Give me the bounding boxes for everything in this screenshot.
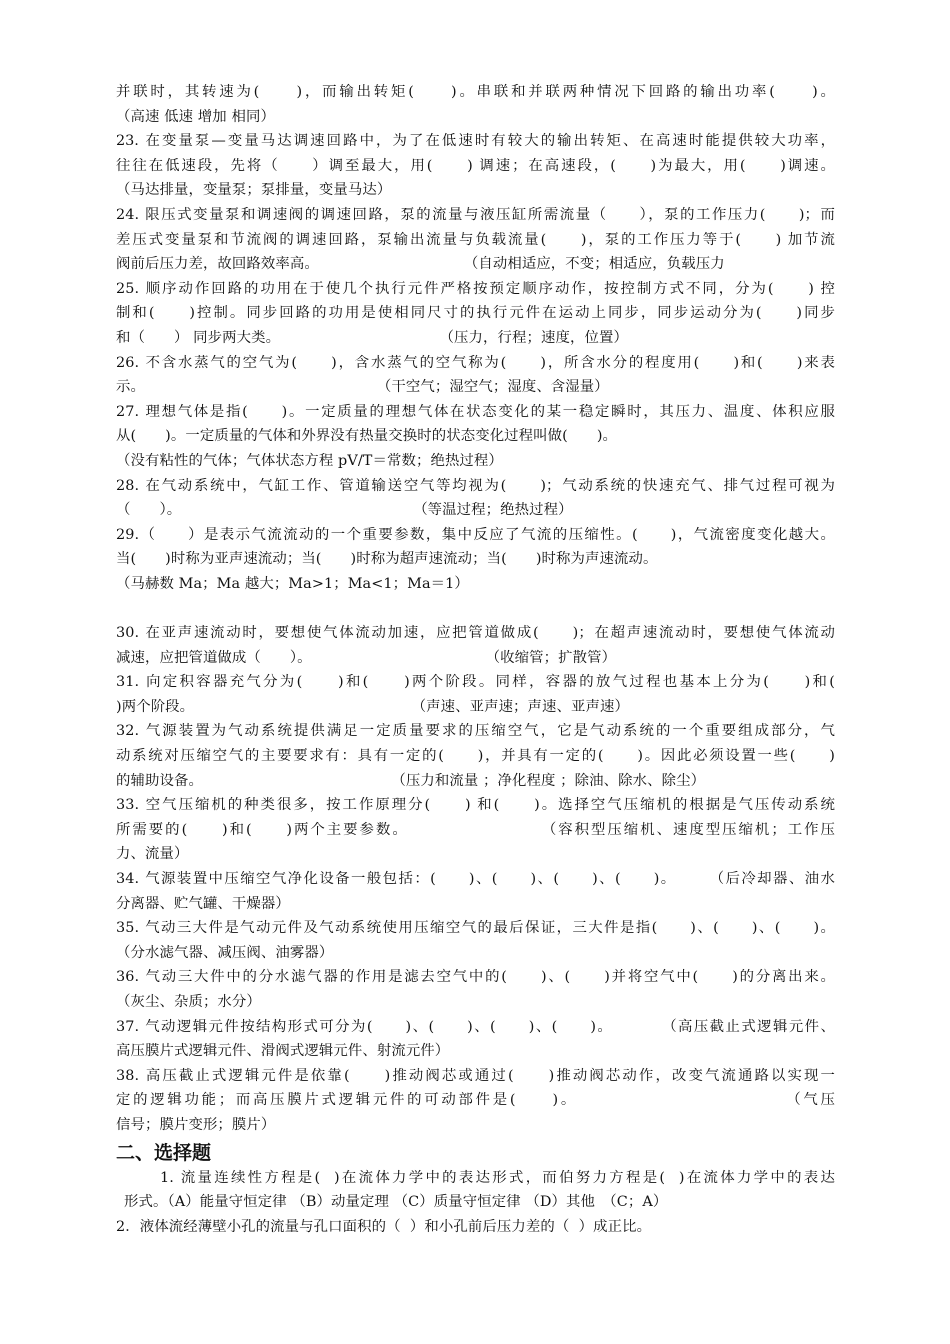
- text-line: 制和( )控制。同步回路的功用是使相同尺寸的执行元件在运动上同步，同步运动分为( )同步: [116, 305, 835, 322]
- text-line: 力、流量）: [116, 846, 189, 863]
- section-heading: 二、选择题: [116, 1141, 212, 1164]
- text-line: 38. 高压截止式逻辑元件是依靠( )推动阀芯或通过( )推动阀芯动作，改变气流通路以实现一: [116, 1067, 835, 1084]
- text-line: 阀前后压力差，故回路效率高。 （自动相适应，不变；相适应，负载压力: [116, 256, 725, 273]
- document-page: [116, 80, 835, 1239]
- text-line: （ ）。 （等温过程；绝热过程）: [116, 502, 573, 519]
- text-line: 定的逻辑功能；而高压膜片式逻辑元件的可动部件是( )。 （气压: [116, 1092, 835, 1109]
- answer-line: （灰尘、杂质；水分）: [116, 993, 261, 1010]
- text-line: 33. 空气压缩机的种类很多，按工作原理分( ) 和( )。选择空气压缩机的根据是气压传动系统: [116, 797, 835, 814]
- text-line: 31. 向定积容器充气分为( )和( )两个阶段。同样，容器的放气过程也基本上分为( )和(: [116, 674, 835, 691]
- text-line: 的辅助设备。 （压力和流量 ；净化程度 ；除油、除水、除尘）: [116, 772, 706, 789]
- question-line: 1. 流量连续性方程是( )在流体力学中的表达形式，而伯努力方程是( )在流体力学中的表达: [160, 1169, 835, 1186]
- text-line: 35. 气动三大件是气动元件及气动系统使用压缩空气的最后保证，三大件是指( )、( )、( )。: [116, 920, 835, 937]
- answer-line: （高速 低速 增加 相同）: [116, 108, 275, 125]
- text-line: 往往在低速段，先将（ ）调至最大，用( ) 调速；在高速段，( )为最大，用( )调速。: [116, 157, 835, 174]
- text-line: 36. 气动三大件中的分水滤气器的作用是滤去空气中的( )、( )并将空气中( )的分离出来。: [116, 969, 835, 986]
- text-line: 28. 在气动系统中，气缸工作、管道输送空气等均视为( )；气动系统的快速充气、排气过程可视为: [116, 477, 835, 494]
- text-line: 24. 限压式变量泵和调速阀的调速回路，泵的流量与液压缸所需流量（ ），泵的工作压力( )；而: [116, 206, 835, 223]
- text-line: )两个阶段。 （声速、亚声速；声速、亚声速）: [116, 698, 629, 715]
- text-line: 37. 气动逻辑元件按结构形式可分为( )、( )、( )、( )。 （高压截止式逻辑元件、: [116, 1018, 835, 1035]
- text-line: 并联时，其转速为( )，而输出转矩( )。串联和并联两种情况下回路的输出功率( )。: [116, 84, 835, 100]
- answer-line: （没有粘性的气体；气体状态方程 pV/T＝常数；绝热过程）: [116, 452, 503, 469]
- question-line: 2．液体流经薄壁小孔的流量与孔口面积的（ ）和小孔前后压力差的（ ）成正比。: [116, 1218, 652, 1235]
- text-line: 分离器、贮气罐、干燥器）: [116, 895, 290, 912]
- text-line: 26. 不含水蒸气的空气为( )，含水蒸气的空气称为( )，所含水分的程度用( )和( )来表: [116, 354, 835, 371]
- text-line: 当( )时称为亚声速流动；当( )时称为超声速流动；当( )时称为声速流动。: [116, 551, 658, 568]
- text-line: 信号；膜片变形；膜片）: [116, 1116, 276, 1133]
- text-line: 30. 在亚声速流动时，要想使气体流动加速，应把管道做成( )；在超声速流动时，要想使气体流动: [116, 625, 835, 642]
- text-line: 高压膜片式逻辑元件、滑阀式逻辑元件、射流元件）: [116, 1043, 450, 1060]
- answer-line: （马达排量，变量泵；泵排量，变量马达）: [116, 182, 392, 199]
- text-line: 示。 （干空气；湿空气；湿度、含湿量）: [116, 379, 609, 396]
- text-line: 减速，应把管道做成（ ）。 （收缩管；扩散管）: [116, 649, 617, 666]
- text-line: 和（ ） 同步两大类。 （压力，行程；速度，位置）: [116, 329, 628, 346]
- text-line: 从( )。一定质量的气体和外界没有热量交换时的状态变化过程叫做( )。: [116, 428, 618, 445]
- question-line: 形式。（A）能量守恒定律 （B）动量定理 （C）质量守恒定律 （D）其他 （C；A）: [124, 1194, 668, 1211]
- text-line: 动系统对压缩空气的主要要求有：具有一定的( )，并具有一定的( )。因此必须设置一些( ): [116, 748, 835, 765]
- text-line: 25. 顺序动作回路的功用在于使几个执行元件严格按预定顺序动作，按控制方式不同，分为( ) 控: [116, 280, 835, 297]
- text-line: 29.（ ）是表示气流流动的一个重要参数，集中反应了气流的压缩性。( )，气流密度变化越大。: [116, 526, 835, 543]
- text-line: 所需要的( )和( )两个主要参数。 （容积型压缩机、速度型压缩机；工作压: [116, 821, 835, 838]
- text-line: 32. 气源装置为气动系统提供满足一定质量要求的压缩空气，它是气动系统的一个重要组成部分，气: [116, 723, 835, 740]
- answer-line: （分水滤气器、减压阀、油雾器）: [116, 944, 334, 961]
- text-line: 27. 理想气体是指( )。一定质量的理想气体在状态变化的某一稳定瞬时，其压力、温度、体积应服: [116, 403, 835, 420]
- text-line: 34. 气源装置中压缩空气净化设备一般包括：( )、( )、( )、( )。 （后冷却器、油水: [116, 871, 835, 887]
- answer-line: （马赫数 Ma；Ma 越大；Ma>1；Ma<1；Ma＝1）: [116, 575, 469, 592]
- text-line: 差压式变量泵和节流阀的调速回路，泵输出流量与负载流量( )，泵的工作压力等于( ) 加节流: [116, 231, 835, 248]
- text-line: 23. 在变量泵—变量马达调速回路中，为了在低速时有较大的输出转矩、在高速时能提供较大功率，: [116, 133, 835, 150]
- blank-line: [116, 596, 835, 621]
